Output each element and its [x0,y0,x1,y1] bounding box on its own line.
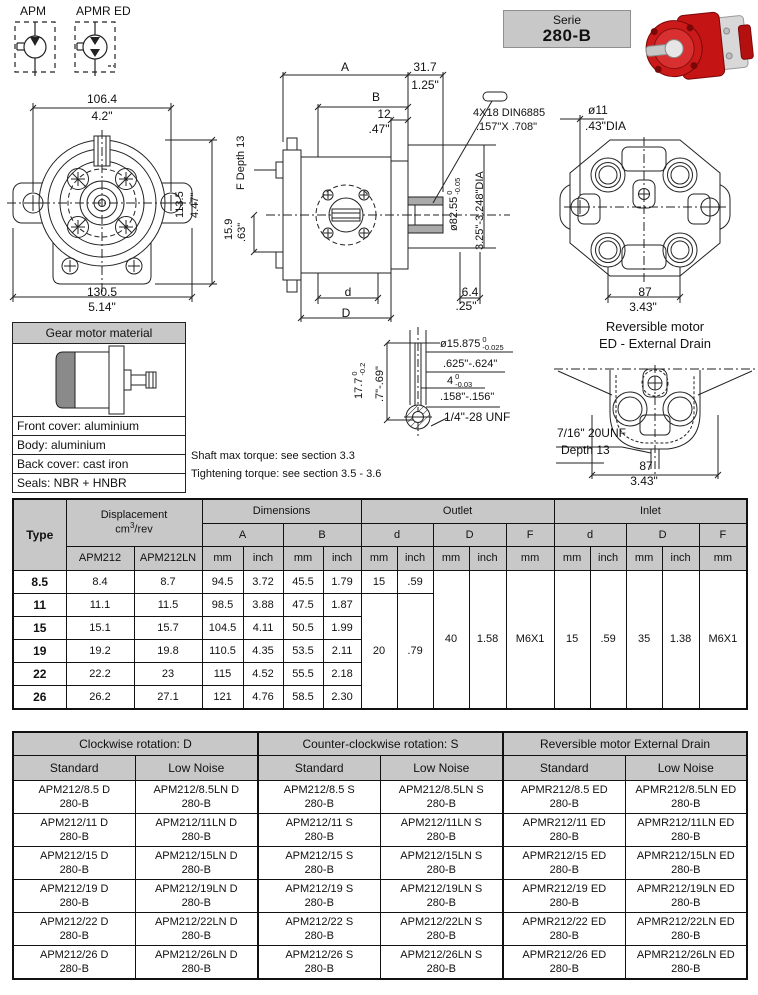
model-cell: APM212/8.5LN S 280-B [380,781,503,814]
spec-unit: mm [506,546,554,570]
model-cell: APM212/8.5 D 280-B [13,781,135,814]
spec-cell: 110.5 [202,639,243,662]
side-dim-a: A [340,60,350,74]
model-cell: APM212/8.5 S 280-B [258,781,380,814]
front-dim-bottom-mm: 130.5 [86,285,118,299]
spec-unit: mm [361,546,397,570]
model-sub-lownoise: Low Noise [380,756,503,781]
motor-side-icon [13,344,183,416]
spec-cell: 58.5 [283,685,323,709]
spec-cell: 27.1 [134,685,202,709]
model-cell: APMR212/8.5LN ED 280-B [625,781,747,814]
side-dim-b: B [371,90,381,104]
model-cell: APM212/11 S 280-B [258,814,380,847]
spec-unit: inch [323,546,361,570]
spec-cell: 22 [13,662,66,685]
material-front-cover: Front cover: aluminium [13,416,185,435]
model-cell: APMR212/19 ED 280-B [503,880,625,913]
spec-header-apm212ln: APM212LN [134,546,202,570]
shaft-dia-inch: .625"-.624" [443,358,498,370]
rear-dia-mm: ø11 [588,103,608,117]
model-cell: APM212/22 S 280-B [258,913,380,946]
apmr-symbol-icon [72,20,126,78]
model-cell: APMR212/26 ED 280-B [503,946,625,980]
rear-dia-inch: .43"DIA [585,119,626,133]
spec-header-outlet-F: F [506,523,554,546]
spec-cell: 11 [13,593,66,616]
model-cell: APM212/22LN S 280-B [380,913,503,946]
material-box [12,322,186,493]
side-dim-64-inch: .25" [455,299,477,313]
model-cell: APM212/15LN S 280-B [380,847,503,880]
spec-cell: 11.5 [134,593,202,616]
spec-cell: 53.5 [283,639,323,662]
spec-header-outlet-D: D [433,523,506,546]
side-dim-d-small: d [344,285,352,299]
model-cell: APM212/15 S 280-B [258,847,380,880]
front-dim-right-inch: 4.47" [189,192,201,218]
model-cell: APM212/22 D 280-B [13,913,135,946]
front-dim-right-mm: 113.5 [174,191,186,218]
front-dim-top-mm: 106.4 [86,92,118,106]
model-cell: APMR212/11LN ED 280-B [625,814,747,847]
spec-cell: 2.18 [323,662,361,685]
pump-product-image [640,4,758,88]
model-sub-standard: Standard [13,756,135,781]
spec-unit: inch [397,546,433,570]
spec-cell: 15 [13,616,66,639]
spec-cell: .79 [397,593,433,709]
spec-cell: 2.30 [323,685,361,709]
shaft-dia-mm: ø15.875 0 -0.025 [440,335,504,352]
reversible-title-line2: ED - External Drain [599,336,711,351]
material-body: Body: aluminium [13,435,185,454]
spec-cell: 104.5 [202,616,243,639]
spec-cell: 50.5 [283,616,323,639]
model-cell: APM212/11LN S 280-B [380,814,503,847]
spec-cell: 4.11 [243,616,283,639]
spec-cell: 121 [202,685,243,709]
side-dim-317-inch: 1.25" [411,78,439,92]
spec-cell: 23 [134,662,202,685]
model-sub-standard: Standard [503,756,625,781]
reversible-depth-label: Depth 13 [561,443,610,457]
model-cell: APMR212/22LN ED 280-B [625,913,747,946]
side-f-depth-label: F Depth 13 [235,135,247,190]
reversible-dim-87-mm: 87 [639,459,653,473]
material-box-drawing [13,344,185,416]
model-sub-lownoise: Low Noise [625,756,747,781]
spec-unit: inch [469,546,506,570]
model-cell: APM212/26 D 280-B [13,946,135,980]
spec-cell: .59 [397,570,433,593]
spec-unit: mm [283,546,323,570]
front-dim-bottom-inch: 5.14" [88,300,116,314]
shaft-key-mm: 4 0 -0.03 [447,372,473,389]
spec-cell: 19.2 [66,639,134,662]
spec-cell: M6X1 [699,570,747,709]
spec-cell: 55.5 [283,662,323,685]
spec-cell: 20 [361,593,397,709]
side-pilot-dia-mm: ø82.55 0 -0.05 [445,177,462,231]
spec-cell: 3.72 [243,570,283,593]
spec-header-inlet-D: D [626,523,699,546]
spec-cell: 94.5 [202,570,243,593]
spec-cell: 15.1 [66,616,134,639]
spec-header-inlet-d: d [554,523,626,546]
spec-cell: 98.5 [202,593,243,616]
model-cell: APM212/26LN D 280-B [135,946,258,980]
material-box-title: Gear motor material [13,323,185,344]
model-cell: APM212/8.5LN D 280-B [135,781,258,814]
rear-dim-87-mm: 87 [638,285,652,299]
model-cell: APM212/11LN D 280-B [135,814,258,847]
spec-unit: mm [202,546,243,570]
spec-unit: mm [554,546,590,570]
spec-header-type: Type [13,499,66,570]
apm-symbol-label: APM [20,4,47,18]
model-cell: APMR212/26LN ED 280-B [625,946,747,980]
model-cell: APM212/11 D 280-B [13,814,135,847]
spec-cell: 15 [361,570,397,593]
spec-header-apm212: APM212 [66,546,134,570]
material-seals: Seals: NBR + HNBR [13,473,185,492]
spec-cell: 1.79 [323,570,361,593]
spec-unit: mm [699,546,747,570]
spec-cell: 40 [433,570,469,709]
spec-cell: 35 [626,570,662,709]
spec-cell: 19.8 [134,639,202,662]
model-cell: APM212/26LN S 280-B [380,946,503,980]
spec-cell: 22.2 [66,662,134,685]
model-cell: APMR212/11 ED 280-B [503,814,625,847]
model-sub-lownoise: Low Noise [135,756,258,781]
shaft-key-inch: .158"-.156" [440,391,495,403]
reversible-thread-label: 7/16" 20UNF [557,426,626,440]
shaft-height-mm: 17.7 0 -0.2 [350,362,367,399]
note-tightening-torque: Tightening torque: see section 3.5 - 3.6 [191,468,382,480]
spec-unit: mm [626,546,662,570]
apm-symbol-icon [12,20,62,78]
front-view-drawing [5,88,240,318]
spec-header-inlet: Inlet [554,499,747,523]
spec-cell: 26 [13,685,66,709]
side-dim-159-inch: .63" [236,222,248,242]
spec-cell: 1.58 [469,570,506,709]
spec-cell: 1.38 [662,570,699,709]
side-dim-12-mm: 12 [377,107,391,121]
side-dim-64-mm: 6.4 [461,285,479,299]
spec-cell: 4.35 [243,639,283,662]
reversible-drawing [552,355,758,488]
rear-dim-87-inch: 3.43" [629,300,657,314]
spec-cell: 115 [202,662,243,685]
spec-cell: 4.52 [243,662,283,685]
side-dim-159-mm: 15.9 [223,218,235,240]
rear-view-drawing [552,95,758,323]
apmr-symbol-label: APMR ED [76,4,131,18]
spec-cell: 1.87 [323,593,361,616]
model-group-rev: Reversible motor External Drain [503,732,747,756]
note-shaft-torque: Shaft max torque: see section 3.3 [191,450,355,462]
spec-cell: 8.5 [13,570,66,593]
model-sub-standard: Standard [258,756,380,781]
spec-unit: inch [590,546,626,570]
model-cell: APM212/19LN S 280-B [380,880,503,913]
spec-cell: 15 [554,570,590,709]
model-code-table [12,731,748,980]
model-group-ccw: Counter-clockwise rotation: S [258,732,503,756]
spec-header-outlet: Outlet [361,499,554,523]
spec-header-inlet-F: F [699,523,747,546]
spec-cell: 8.4 [66,570,134,593]
spec-cell: 1.99 [323,616,361,639]
spec-cell: M6X1 [506,570,554,709]
spec-header-b: B [283,523,361,546]
model-cell: APMR212/19LN ED 280-B [625,880,747,913]
shaft-height-inch: .7"-.69" [374,366,386,402]
spec-cell: 11.1 [66,593,134,616]
spec-cell: 45.5 [283,570,323,593]
spec-header-a: A [202,523,283,546]
key-spec-label: 4X18 DIN6885 [473,107,546,119]
series-number: 280-B [542,26,592,45]
material-back-cover: Back cover: cast iron [13,454,185,473]
spec-cell: 3.88 [243,593,283,616]
model-cell: APMR212/22 ED 280-B [503,913,625,946]
key-spec-inches: .157"X .708" [476,121,538,133]
model-cell: APM212/15LN D 280-B [135,847,258,880]
reversible-title-line1: Reversible motor [605,319,705,334]
spec-cell: 26.2 [66,685,134,709]
model-cell: APMR212/15 ED 280-B [503,847,625,880]
model-cell: APM212/22LN D 280-B [135,913,258,946]
model-cell: APM212/19 D 280-B [13,880,135,913]
spec-unit: mm [433,546,469,570]
side-dim-317-mm: 31.7 [413,60,437,74]
spec-cell: 47.5 [283,593,323,616]
model-cell: APMR212/8.5 ED 280-B [503,781,625,814]
series-label: Serie [552,13,581,27]
front-dim-top-inch: 4.2" [91,109,113,123]
model-cell: APM212/15 D 280-B [13,847,135,880]
spec-unit: inch [662,546,699,570]
side-dim-12-inch: .47" [368,122,390,136]
spec-cell: 15.7 [134,616,202,639]
series-box [503,10,631,48]
model-cell: APMR212/15LN ED 280-B [625,847,747,880]
spec-cell: .59 [590,570,626,709]
reversible-dim-87-inch: 3.43" [630,474,658,488]
spec-header-outlet-d: d [361,523,433,546]
spec-table [12,498,748,710]
spec-header-displacement: Displacement $cm^3$/rev [66,499,202,546]
model-cell: APM212/19 S 280-B [258,880,380,913]
spec-unit: inch [243,546,283,570]
spec-cell: 19 [13,639,66,662]
spec-cell: 2.11 [323,639,361,662]
model-cell: APM212/19LN D 280-B [135,880,258,913]
side-dim-d-big: D [341,306,351,320]
side-pilot-dia-inch: 3.25"-3.248"DIA [474,171,486,250]
spec-cell: 4.76 [243,685,283,709]
model-group-cw: Clockwise rotation: D [13,732,258,756]
spec-cell: 8.7 [134,570,202,593]
shaft-thread-label: 1/4"-28 UNF [444,410,511,424]
model-cell: APM212/26 S 280-B [258,946,380,980]
spec-header-dimensions: Dimensions [202,499,361,523]
